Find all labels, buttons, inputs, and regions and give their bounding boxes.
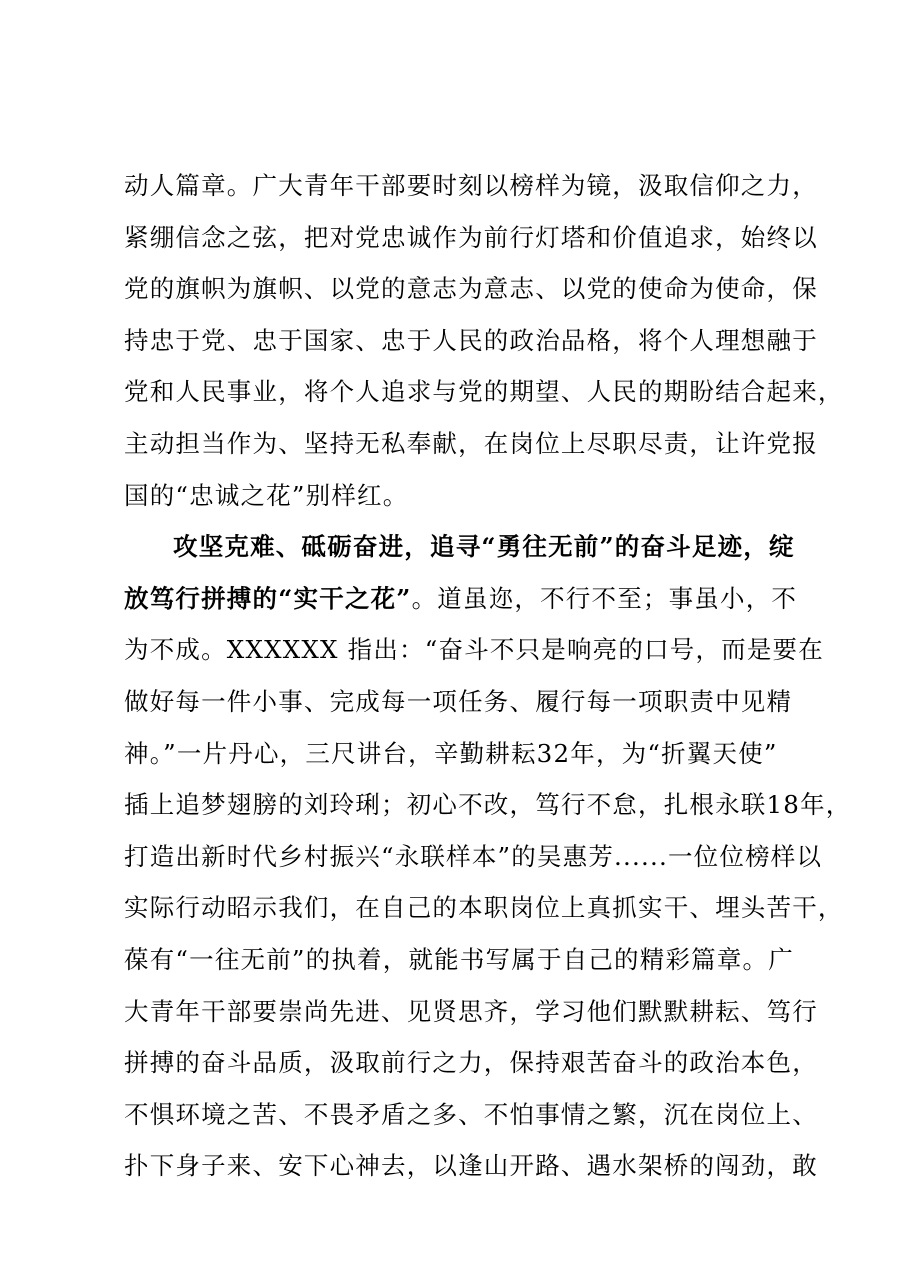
text-line: 主动担当作为、坚持无私奉献，在岗位上尽职尽责，让许党报 (124, 428, 818, 458)
text-line: 党和人民事业，将个人追求与党的期望、人民的期盼结合起来， (124, 377, 844, 407)
text-line: 党的旗帜为旗帜、以党的意志为意志、以党的使命为使命，保 (124, 274, 818, 304)
paragraph-hard-work (124, 521, 852, 1192)
text-line: 实际行动昭示我们，在自己的本职岗位上真抓实干、埋头苦干， (124, 893, 844, 923)
text-line: 扑下身子来、安下心神去，以逢山开路、遇水架桥的闯劲，敢 (124, 1151, 818, 1181)
text-line: 葆有“一往无前”的执着，就能书写属于自己的精彩篇章。广 (124, 944, 794, 974)
text-line: 国的“忠诚之花”别样红。 (124, 480, 409, 510)
text-line: 拼搏的奋斗品质，汲取前行之力，保持艰苦奋斗的政治本色， (124, 1048, 818, 1078)
text-line: 动人篇章。广大青年干部要时刻以榜样为镜，汲取信仰之力， (124, 171, 818, 200)
text-line: 为不成。XXXXXX 指出：“奋斗不只是响亮的口号，而是要在 (124, 635, 824, 665)
text-line: 大青年干部要崇尚先进、见贤思齐，学习他们默默耕耘、笃行 (124, 996, 818, 1026)
section-heading-text: 放笃行拼搏的“实干之花” (124, 583, 412, 613)
text-line: 神。”一片丹心，三尺讲台，辛勤耕耘32年，为“折翼天使” (124, 738, 778, 768)
section-heading-line: 攻坚克难、砥砺奋进，追寻“勇往无前”的奋斗足迹，绽 (173, 532, 795, 562)
document-body (124, 160, 852, 1192)
paragraph-loyalty (124, 160, 844, 521)
text-line: 紧绷信念之弦，把对党忠诚作为前行灯塔和价值追求，始终以 (124, 222, 818, 252)
text-line: 持忠于党、忠于国家、忠于人民的政治品格，将个人理想融于 (124, 325, 818, 355)
text-line: 插上追梦翅膀的刘玲琍；初心不改，笃行不怠，扎根永联18年， (124, 790, 852, 820)
body-text: 。道虽迩，不行不至；事虽小，不 (411, 583, 798, 613)
text-line: 不惧环境之苦、不畏矛盾之多、不怕事情之繁，沉在岗位上、 (124, 1099, 818, 1129)
text-line: 做好每一件小事、完成每一项任务、履行每一项职责中见精 (124, 686, 793, 716)
text-line: 打造出新时代乡村振兴“永联样本”的吴惠芳......一位位榜样以 (124, 841, 823, 871)
mixed-line (124, 573, 804, 625)
